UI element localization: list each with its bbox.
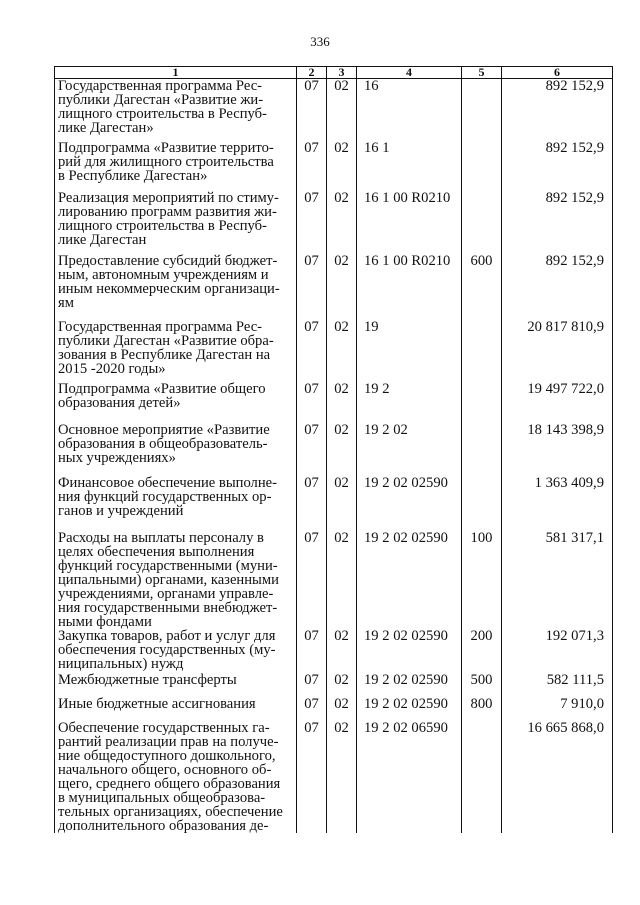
- cell-target-code: 19 2 02 02590: [357, 531, 462, 629]
- cell-subsection: 02: [327, 721, 357, 833]
- cell-section: 07: [297, 531, 327, 629]
- cell-target-code: 19 2 02 06590: [357, 721, 462, 833]
- cell-name: Финансовое обеспечение выполне- ния функций государственных ор- ганов и учреждений: [55, 476, 297, 531]
- cell-subsection: 02: [327, 79, 357, 141]
- column-header: 2: [297, 67, 327, 79]
- column-header: 4: [357, 67, 462, 79]
- cell-expense-type: [462, 320, 502, 382]
- cell-subsection: 02: [327, 629, 357, 673]
- budget-table: [54, 66, 613, 833]
- table-row: [55, 141, 613, 191]
- cell-amount: 18 143 398,9: [502, 423, 613, 476]
- cell-target-code: 16: [357, 79, 462, 141]
- cell-expense-type: [462, 721, 502, 833]
- cell-amount: 892 152,9: [502, 79, 613, 141]
- cell-subsection: 02: [327, 476, 357, 531]
- cell-amount: 892 152,9: [502, 141, 613, 191]
- cell-subsection: 02: [327, 320, 357, 382]
- cell-name: Расходы на выплаты персоналу в целях обеспечения выполнения функций государственными (муни- ципальными) органами, казенными учреждениями, органами управле- ния государственными внебюджет- ными фондами: [55, 531, 297, 629]
- cell-section: 07: [297, 382, 327, 423]
- cell-expense-type: [462, 423, 502, 476]
- cell-section: 07: [297, 320, 327, 382]
- cell-target-code: 19 2 02 02590: [357, 476, 462, 531]
- table-row: [55, 697, 613, 721]
- cell-name: Государственная программа Рес- публики Дагестан «Развитие обра- зования в Республике Дагестан на 2015 -2020 годы»: [55, 320, 297, 382]
- cell-expense-type: [462, 141, 502, 191]
- cell-subsection: 02: [327, 531, 357, 629]
- cell-expense-type: [462, 191, 502, 254]
- cell-amount: 581 317,1: [502, 531, 613, 629]
- cell-subsection: 02: [327, 141, 357, 191]
- cell-name: Подпрограмма «Развитие общего образования детей»: [55, 382, 297, 423]
- table-row: [55, 531, 613, 629]
- cell-target-code: 16 1 00 R0210: [357, 254, 462, 320]
- cell-target-code: 19 2 02 02590: [357, 629, 462, 673]
- table-row: [55, 79, 613, 141]
- cell-subsection: 02: [327, 673, 357, 697]
- table-row: [55, 423, 613, 476]
- cell-subsection: 02: [327, 697, 357, 721]
- cell-target-code: 19: [357, 320, 462, 382]
- cell-expense-type: 600: [462, 254, 502, 320]
- cell-expense-type: 800: [462, 697, 502, 721]
- cell-name: Государственная программа Рес- публики Дагестан «Развитие жи- лищного строительства в Респуб- лике Дагестан»: [55, 79, 297, 141]
- column-header: 3: [327, 67, 357, 79]
- table-row: [55, 673, 613, 697]
- table-header-row: [55, 67, 613, 79]
- cell-amount: 7 910,0: [502, 697, 613, 721]
- table-row: [55, 476, 613, 531]
- cell-name: Предоставление субсидий бюджет- ным, автономным учреждениям и иным некоммерческим организаци- ям: [55, 254, 297, 320]
- table-row: [55, 254, 613, 320]
- cell-name: Реализация мероприятий по стиму- лированию программ развития жи- лищного строительства в Респуб- лике Дагестан: [55, 191, 297, 254]
- table-row: [55, 721, 613, 833]
- cell-section: 07: [297, 254, 327, 320]
- cell-subsection: 02: [327, 191, 357, 254]
- column-header: 5: [462, 67, 502, 79]
- table-row: [55, 320, 613, 382]
- cell-expense-type: 100: [462, 531, 502, 629]
- cell-name: Межбюджетные трансферты: [55, 673, 297, 697]
- cell-subsection: 02: [327, 423, 357, 476]
- column-header: 6: [502, 67, 613, 79]
- cell-target-code: 19 2 02: [357, 423, 462, 476]
- cell-section: 07: [297, 697, 327, 721]
- cell-expense-type: [462, 79, 502, 141]
- cell-expense-type: 500: [462, 673, 502, 697]
- cell-section: 07: [297, 476, 327, 531]
- table-row: [55, 382, 613, 423]
- cell-amount: 16 665 868,0: [502, 721, 613, 833]
- cell-target-code: 19 2 02 02590: [357, 697, 462, 721]
- cell-name: Обеспечение государственных га- рантий реализации прав на получе- ние общедоступного дошкольного, начального общего, основного об- щего, среднего общего образования в муниципальных общеобразова- тельных организациях, обеспечение дополнительного образования де-: [55, 721, 297, 833]
- cell-section: 07: [297, 141, 327, 191]
- cell-target-code: 19 2: [357, 382, 462, 423]
- cell-amount: 19 497 722,0: [502, 382, 613, 423]
- cell-amount: 20 817 810,9: [502, 320, 613, 382]
- cell-name: Закупка товаров, работ и услуг для обеспечения государственных (му- ниципальных) нужд: [55, 629, 297, 673]
- cell-amount: 192 071,3: [502, 629, 613, 673]
- cell-name: Основное мероприятие «Развитие образования в общеобразователь- ных учреждениях»: [55, 423, 297, 476]
- column-header: 1: [55, 67, 297, 79]
- cell-expense-type: 200: [462, 629, 502, 673]
- cell-expense-type: [462, 476, 502, 531]
- cell-section: 07: [297, 673, 327, 697]
- page-number: 336: [310, 34, 330, 49]
- cell-section: 07: [297, 629, 327, 673]
- cell-name: Подпрограмма «Развитие террито- рий для жилищного строительства в Республике Дагестан»: [55, 141, 297, 191]
- cell-amount: 1 363 409,9: [502, 476, 613, 531]
- cell-target-code: 16 1: [357, 141, 462, 191]
- cell-amount: 892 152,9: [502, 254, 613, 320]
- cell-target-code: 16 1 00 R0210: [357, 191, 462, 254]
- cell-subsection: 02: [327, 254, 357, 320]
- cell-amount: 582 111,5: [502, 673, 613, 697]
- cell-name: Иные бюджетные ассигнования: [55, 697, 297, 721]
- cell-subsection: 02: [327, 382, 357, 423]
- cell-section: 07: [297, 191, 327, 254]
- cell-target-code: 19 2 02 02590: [357, 673, 462, 697]
- cell-expense-type: [462, 382, 502, 423]
- cell-section: 07: [297, 79, 327, 141]
- table-row: [55, 629, 613, 673]
- cell-amount: 892 152,9: [502, 191, 613, 254]
- table-row: [55, 191, 613, 254]
- cell-section: 07: [297, 721, 327, 833]
- cell-section: 07: [297, 423, 327, 476]
